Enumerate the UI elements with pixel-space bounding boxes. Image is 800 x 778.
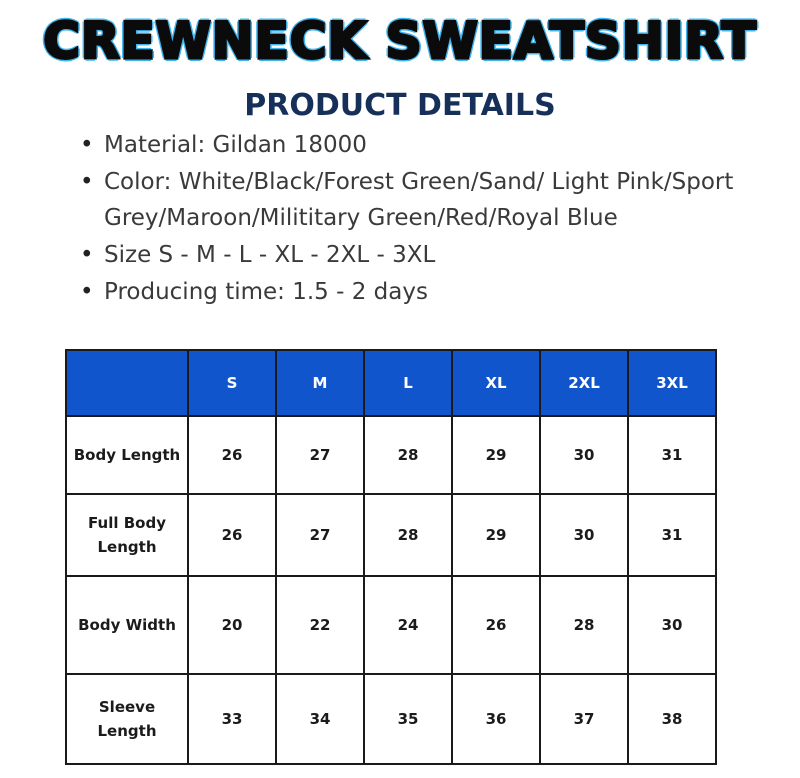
detail-item-size	[78, 237, 758, 274]
size-header-xl: XL	[452, 350, 540, 416]
row-label-full-body-length: Full Body Length	[66, 494, 188, 576]
detail-item-material	[78, 127, 758, 164]
table-cell: 29	[452, 494, 540, 576]
table-row	[66, 576, 716, 674]
table-cell: 28	[364, 416, 452, 494]
table-cell: 31	[628, 416, 716, 494]
table-cell: 24	[364, 576, 452, 674]
table-cell: 38	[628, 674, 716, 764]
size-header-3xl: 3XL	[628, 350, 716, 416]
page-title: CREWNECK SWEATSHIRT	[43, 12, 757, 70]
detail-item-producing-time	[78, 274, 758, 311]
table-cell: 30	[540, 416, 628, 494]
table-cell: 34	[276, 674, 364, 764]
bullet-icon: •	[80, 242, 94, 269]
row-label-body-width: Body Width	[66, 576, 188, 674]
bullet-icon: •	[80, 132, 94, 158]
table-cell: 31	[628, 494, 716, 576]
table-cell: 27	[276, 494, 364, 576]
bullet-icon: •	[80, 168, 94, 195]
table-cell: 30	[540, 494, 628, 576]
table-cell: 27	[276, 416, 364, 494]
row-label-body-length: Body Length	[66, 416, 188, 494]
table-cell: 29	[452, 416, 540, 494]
table-row	[66, 416, 716, 494]
row-label-sleeve-length: Sleeve Length	[66, 674, 188, 764]
table-row	[66, 494, 716, 576]
bullet-icon: •	[80, 278, 94, 305]
table-cell: 26	[188, 416, 276, 494]
size-header-l: L	[364, 350, 452, 416]
table-cell: 20	[188, 576, 276, 674]
detail-text: Producing time: 1.5 - 2 days	[104, 278, 428, 305]
size-header-m: M	[276, 350, 364, 416]
table-cell: 28	[540, 576, 628, 674]
table-cell: 33	[188, 674, 276, 764]
table-cell: 26	[188, 494, 276, 576]
product-details-list	[78, 127, 758, 311]
table-cell: 28	[364, 494, 452, 576]
detail-text: Color: White/Black/Forest Green/Sand/ Light Pink/Sport Grey/Maroon/Milititary Green/Red/Royal Blue	[104, 168, 734, 232]
table-corner-cell	[66, 350, 188, 416]
detail-text: Size S - M - L - XL - 2XL - 3XL	[104, 242, 436, 269]
table-cell: 26	[452, 576, 540, 674]
size-header-s: S	[188, 350, 276, 416]
detail-item-color	[78, 164, 758, 237]
table-cell: 30	[628, 576, 716, 674]
size-chart-table	[65, 349, 717, 765]
detail-text: Material: Gildan 18000	[104, 132, 367, 158]
table-cell: 22	[276, 576, 364, 674]
table-header-row	[66, 350, 716, 416]
table-row	[66, 674, 716, 764]
section-heading: PRODUCT DETAILS	[244, 88, 556, 123]
table-cell: 36	[452, 674, 540, 764]
size-header-2xl: 2XL	[540, 350, 628, 416]
table-cell: 35	[364, 674, 452, 764]
table-cell: 37	[540, 674, 628, 764]
